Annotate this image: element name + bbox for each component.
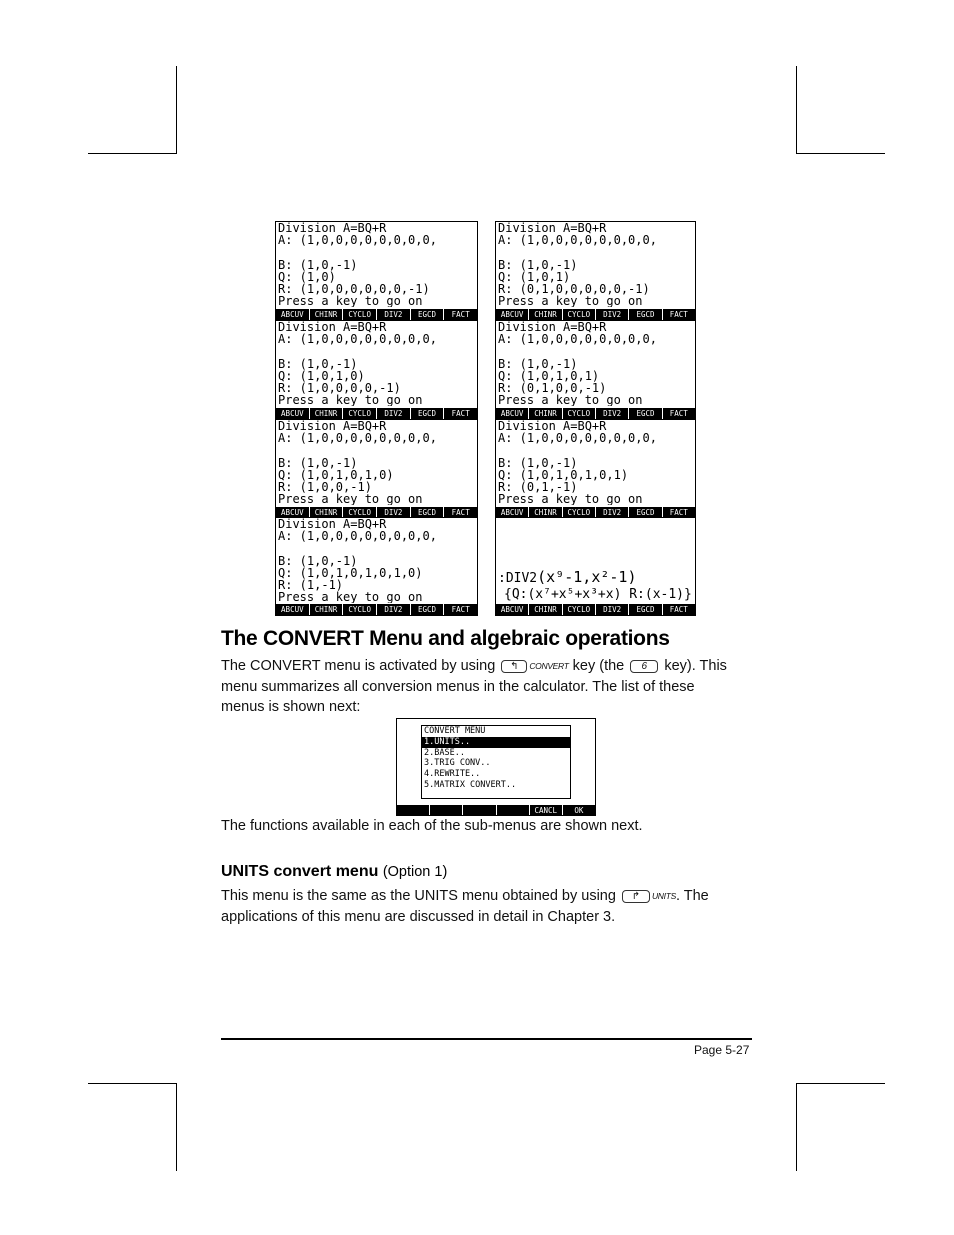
screen-line: Q: (1,0,1,0,1,0,1,0) <box>278 566 423 579</box>
screen-line <box>276 444 477 456</box>
section-title: The CONVERT Menu and algebraic operations <box>221 627 670 650</box>
calc-screen-2 <box>495 221 696 321</box>
softkey-chinr: CHINR <box>528 604 561 615</box>
screen-line: A: (1,0,0,0,0,0,0,0,0, <box>498 333 657 346</box>
softkey-abcuv: ABCUV <box>500 409 524 418</box>
softkey-egcd: EGCD <box>410 507 444 518</box>
softkey-empty <box>429 805 462 815</box>
screen-line: A: (1,0,0,0,0,0,0,0,0, <box>278 234 437 247</box>
calc-screen-7 <box>275 517 478 616</box>
crop-mark <box>796 1083 885 1084</box>
crop-mark <box>796 153 885 154</box>
screen-line: A: (1,0,0,0,0,0,0,0,0, <box>278 530 437 543</box>
softkey-chinr: CHINR <box>528 309 561 320</box>
screen-line: A: (1,0,0,0,0,0,0,0,0, <box>278 333 437 346</box>
soft-menu <box>276 604 477 615</box>
screen-line: R: (0,1,0,0,0,0,0,-1) <box>498 282 650 296</box>
screen-line: Q: (1,0,1,0,1,0,1) <box>498 468 629 481</box>
key-6: 6 <box>630 660 658 673</box>
softkey-fact: FACT <box>443 309 477 320</box>
softkey-abcuv: ABCUV <box>281 409 304 418</box>
softkey-chinr: CHINR <box>528 507 561 518</box>
screen-line: Division A=BQ+R <box>278 518 387 531</box>
intro-line-1 <box>221 656 727 677</box>
softkey-fact: FACT <box>662 309 695 320</box>
screen-line: Q: (1,0,1,0,1) <box>498 369 600 382</box>
softkey-fact: FACT <box>662 408 695 419</box>
softkey-fact: FACT <box>443 604 477 615</box>
units-key-label: UNITS <box>651 891 676 901</box>
softkey-cyclo: CYCLO <box>342 408 376 419</box>
screen-line <box>276 246 477 258</box>
screen-line: R: (1,0,0,-1) <box>278 480 372 494</box>
calc-screen-result <box>495 517 696 616</box>
result-output: {Q:(x⁷+x⁵+x³+x) R:(x-1)} <box>504 587 692 602</box>
softkey-chinr: CHINR <box>309 408 343 419</box>
softkey-abcuv: ABCUV <box>281 310 304 319</box>
screen-line: Press a key to go on <box>498 493 643 506</box>
softkey-abcuv: ABCUV <box>500 508 524 517</box>
screen-line: B: (1,0,-1) <box>278 456 358 469</box>
soft-menu <box>496 604 695 615</box>
units-line-2: applications of this menu are discussed in detail in Chapter 3. <box>221 908 616 925</box>
softkey-cyclo: CYCLO <box>562 408 595 419</box>
calc-screen-5 <box>275 419 478 519</box>
intro-text: key). This <box>664 658 727 675</box>
softkey-abcuv: ABCUV <box>500 605 524 614</box>
screen-line: Q: (1,0,1,0,1,0) <box>278 468 394 481</box>
screen-line: B: (1,0,-1) <box>278 258 358 271</box>
softkey-fact: FACT <box>662 604 695 615</box>
soft-menu <box>276 309 477 320</box>
softkey-div2: DIV2 <box>376 309 410 320</box>
softkey-ok: OK <box>562 805 595 815</box>
softkey-fact: FACT <box>443 507 477 518</box>
screen-line: Division A=BQ+R <box>498 222 607 235</box>
screen-line: B: (1,0,-1) <box>278 554 358 567</box>
menu-item-rewrite: 4.REWRITE.. <box>424 769 481 780</box>
calc-screen-6 <box>495 419 696 519</box>
screen-line <box>496 246 695 258</box>
screen-line <box>276 345 477 357</box>
screen-line <box>276 542 477 554</box>
softkey-cancel: CANCL <box>529 805 562 815</box>
softkey-empty <box>397 805 429 815</box>
softkey-egcd: EGCD <box>410 408 444 419</box>
convert-menu-title: CONVERT MENU <box>424 726 486 736</box>
softkey-div2: DIV2 <box>595 309 628 320</box>
result-args: (x⁹-1,x²-1) <box>537 568 637 586</box>
screen-line: Division A=BQ+R <box>278 222 387 235</box>
screen-line: Press a key to go on <box>278 493 423 506</box>
screen-line: A: (1,0,0,0,0,0,0,0,0, <box>498 234 657 247</box>
screen-line <box>496 444 695 456</box>
softkey-fact: FACT <box>662 507 695 518</box>
softkey-egcd: EGCD <box>628 507 661 518</box>
crop-mark <box>796 1083 797 1171</box>
softkey-cyclo: CYCLO <box>562 309 595 320</box>
units-text: This menu is the same as the UNITS menu obtained by using <box>221 888 616 905</box>
convert-menu-list <box>421 725 571 799</box>
soft-menu <box>276 408 477 419</box>
softkey-egcd: EGCD <box>628 309 661 320</box>
softkey-egcd: EGCD <box>628 604 661 615</box>
menu-item-units: 1.UNITS.. <box>422 737 570 748</box>
soft-menu <box>496 408 695 419</box>
screen-line: Division A=BQ+R <box>498 321 607 334</box>
units-text: . The <box>675 888 709 905</box>
menu-item-base: 2.BASE.. <box>424 747 465 758</box>
screen-line: Press a key to go on <box>278 295 423 308</box>
menu-item-matrix-convert: 5.MATRIX CONVERT.. <box>424 779 517 790</box>
screen-line: R: (1,0,0,0,0,-1) <box>278 381 401 395</box>
menu-item-trig-conv: 3.TRIG CONV.. <box>424 758 491 769</box>
screen-line: Press a key to go on <box>498 295 643 308</box>
screen-line: Q: (1,0,1,0) <box>278 369 365 382</box>
units-option: (Option 1) <box>382 864 448 880</box>
screen-line: R: (0,1,-1) <box>498 480 578 494</box>
screen-line: A: (1,0,0,0,0,0,0,0,0, <box>278 432 437 445</box>
sub-menus-note: The functions available in each of the sub-menus are shown next. <box>221 818 643 834</box>
intro-text: key (the <box>572 658 625 675</box>
crop-mark <box>176 1083 177 1171</box>
crop-mark <box>88 153 177 154</box>
convert-menu-screen <box>396 718 596 816</box>
screen-line: Division A=BQ+R <box>498 420 607 433</box>
softkey-egcd: EGCD <box>628 408 661 419</box>
screen-line: B: (1,0,-1) <box>498 456 578 469</box>
screen-line: Press a key to go on <box>278 591 423 604</box>
intro-line-2: menu summarizes all conversion menus in the calculator. The list of these <box>221 678 695 695</box>
screen-line: Division A=BQ+R <box>278 420 387 433</box>
softkey-abcuv: ABCUV <box>281 605 304 614</box>
screen-line <box>496 345 695 357</box>
units-heading-text: UNITS convert menu <box>221 863 379 880</box>
softkey-div2: DIV2 <box>595 507 628 518</box>
units-line-1 <box>221 886 709 907</box>
soft-menu <box>397 805 595 815</box>
screen-line: B: (1,0,-1) <box>498 357 578 370</box>
screen-line: Q: (1,0) <box>278 270 336 283</box>
screen-line: R: (1,0,0,0,0,0,0,-1) <box>278 282 430 296</box>
softkey-chinr: CHINR <box>309 604 343 615</box>
intro-text: The CONVERT menu is activated by using <box>221 658 496 675</box>
softkey-abcuv: ABCUV <box>500 310 524 319</box>
screen-line: B: (1,0,-1) <box>498 258 578 271</box>
softkey-egcd: EGCD <box>410 604 444 615</box>
softkey-chinr: CHINR <box>309 309 343 320</box>
intro-line-3: menus is shown next: <box>221 699 361 716</box>
result-cmd: :DIV2 <box>498 571 538 586</box>
softkey-div2: DIV2 <box>376 507 410 518</box>
softkey-cyclo: CYCLO <box>562 507 595 518</box>
screen-line: Press a key to go on <box>498 394 643 407</box>
result-command <box>498 568 636 586</box>
calc-screen-3 <box>275 320 478 420</box>
softkey-cyclo: CYCLO <box>342 309 376 320</box>
screen-line: Division A=BQ+R <box>278 321 387 334</box>
screen-line: R: (0,1,0,0,-1) <box>498 381 607 395</box>
screen-line: R: (1,-1) <box>278 578 344 592</box>
crop-mark <box>796 66 797 154</box>
softkey-cyclo: CYCLO <box>342 604 376 615</box>
softkey-fact: FACT <box>443 408 477 419</box>
softkey-div2: DIV2 <box>595 604 628 615</box>
softkey-egcd: EGCD <box>410 309 444 320</box>
calc-screen-4 <box>495 320 696 420</box>
softkey-empty <box>496 805 529 815</box>
softkey-chinr: CHINR <box>528 408 561 419</box>
soft-menu <box>496 309 695 320</box>
softkey-cyclo: CYCLO <box>562 604 595 615</box>
screen-line: Press a key to go on <box>278 394 423 407</box>
softkey-div2: DIV2 <box>595 408 628 419</box>
convert-key-label: CONVERT <box>529 661 569 671</box>
calc-screen-1 <box>275 221 478 321</box>
softkey-div2: DIV2 <box>376 604 410 615</box>
footer-rule <box>221 1038 752 1040</box>
softkey-cyclo: CYCLO <box>342 507 376 518</box>
units-heading <box>221 863 447 881</box>
softkey-empty <box>462 805 495 815</box>
softkey-abcuv: ABCUV <box>281 508 304 517</box>
screen-line: Q: (1,0,1) <box>498 270 571 283</box>
crop-mark <box>176 66 177 154</box>
screen-line: A: (1,0,0,0,0,0,0,0,0, <box>498 432 657 445</box>
softkey-chinr: CHINR <box>309 507 343 518</box>
intro-paragraph <box>221 656 727 718</box>
right-shift-key-icon: ↱ <box>622 890 650 903</box>
screen-line: B: (1,0,-1) <box>278 357 358 370</box>
crop-mark <box>88 1083 177 1084</box>
page-number: Page 5-27 <box>694 1043 750 1057</box>
units-paragraph <box>221 886 709 927</box>
left-shift-key-icon: ↰ <box>501 660 527 673</box>
softkey-div2: DIV2 <box>376 408 410 419</box>
